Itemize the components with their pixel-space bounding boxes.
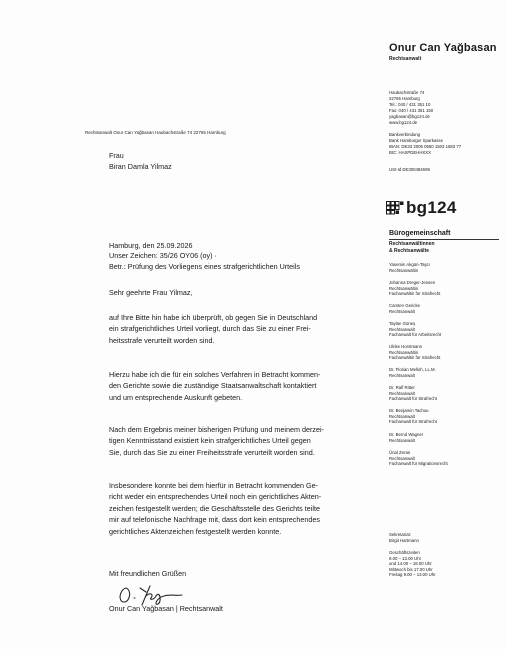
grid-logo-icon (386, 201, 404, 215)
member-role: Rechtsanwalt (389, 326, 415, 332)
member-entry (389, 385, 437, 402)
member-specialty: Fachanwältin für Strafrecht (389, 355, 441, 361)
paragraph-line: Insbesondere konnte bei dem hierfür in Betracht kommenden Ge- (109, 481, 318, 490)
member-name: Johanna Dreger-Jensen (389, 280, 436, 285)
business-hours (389, 550, 436, 578)
letter-reference: Unser Zeichen: 35/26 OY06 (oy) · (109, 251, 217, 261)
member-name: Carsten Gericke (389, 303, 421, 308)
member-entry (389, 321, 441, 338)
paragraph-line: tigen Kenntnisstand existiert kein strafgerichtliches Urteil gegen (109, 436, 311, 446)
recipient-salutation: Frau (109, 151, 124, 160)
sender-return-address: Rechtsanwalt Onur Can Yağbasan Haubachstraße 74 22765 Hamburg (85, 130, 226, 135)
office-community-subtitle (389, 241, 435, 254)
member-name: Dr. Florian Melloh, LL.M. (389, 367, 436, 372)
member-entry (389, 450, 448, 467)
member-name: Dr. Bernd Wagner (389, 432, 424, 437)
logo-text: bg124 (406, 198, 457, 217)
member-name: Yasemin Akgün-Taşcı (389, 262, 430, 267)
member-role: Rechtsanwalt (389, 413, 415, 419)
secretariat-name: Birgit Hartmann (389, 537, 419, 543)
lawyer-name: Onur Can Yağbasan (389, 42, 497, 54)
paragraph-2 (109, 369, 371, 403)
hours-line: Mittwoch bis 17.00 Uhr (389, 566, 433, 572)
bank-bic: BIC: HASPDEHHXXX (389, 150, 432, 155)
member-name: Taylan Güneş (389, 321, 416, 326)
paragraph-line: Hierzu habe ich die für ein solches Verfahren in Betracht kommen- (109, 370, 321, 379)
member-specialty: Fachanwalt für Migrationsrecht (389, 461, 448, 467)
paragraph-line: Sie, durch das Sie zu einer Freiheitsstrafe verurteilt worden sind. (109, 447, 315, 457)
member-role: Rechtsanwältin (389, 349, 419, 355)
contact-email: yagbasan@bg124.de (389, 114, 430, 119)
member-role: Rechtsanwalt (389, 455, 415, 461)
member-entry (389, 432, 423, 443)
member-specialty: Fachanwalt für Arbeitsrecht (389, 332, 442, 338)
contact-phone: Tel.: 040 / 431 351 10 (389, 102, 431, 107)
member-entry (389, 303, 420, 314)
subtitle-line: Rechtsanwältinnen (389, 241, 435, 247)
hours-line: und 14.00 – 18.00 Uhr (389, 561, 432, 567)
subtitle-line: & Rechtsanwälte (389, 247, 430, 254)
bank-name: Bank Hamburger Sparkasse (389, 138, 443, 143)
paragraph-1 (109, 312, 371, 346)
member-specialty: Fachanwalt für Strafrecht (389, 396, 438, 402)
member-entry (389, 344, 440, 361)
bank-iban: IBAN: DE33 2005 0550 1503 1683 77 (389, 144, 462, 149)
vat-id: USt-Id DE300484699 (389, 167, 430, 172)
member-role: Rechtsanwalt (389, 390, 415, 396)
member-name: Dr. Benjamin Tachou (389, 408, 429, 413)
paragraph-line: zeichen festgestellt werden; die Geschäftsstelle des Gerichts teilte (109, 503, 320, 513)
member-specialty: Fachanwältin für Strafrecht (389, 291, 441, 297)
member-entry (389, 280, 440, 297)
recipient-name: Biran Damla Yilmaz (109, 161, 172, 171)
member-specialty: Fachanwalt für Strafrecht (389, 419, 438, 425)
paragraph-line: heitsstrafe verurteilt worden sind. (109, 335, 215, 345)
member-role: Rechtsanwalt (389, 437, 415, 443)
letter-date: Hamburg, den 25.09.2026 (109, 241, 193, 250)
divider (389, 239, 499, 240)
paragraph-line: den Gerichte sowie die zuständige Staatsanwaltschaft kontaktiert (109, 381, 317, 391)
member-name: Dr. Ralf Ritter (389, 385, 415, 390)
letter-salutation: Sehr geehrte Frau Yilmaz, (109, 288, 193, 297)
secretariat-label: Sekretariat: (389, 532, 411, 537)
letter-closing: Mit freundlichen Grüßen (109, 569, 187, 578)
contact-website: www.bg124.de (389, 120, 418, 125)
paragraph-3 (109, 424, 371, 458)
member-role: Rechtsanwalt (389, 372, 415, 378)
member-role: Rechtsanwältin (389, 267, 419, 273)
hours-heading: Geschäftszeiten (389, 550, 420, 555)
contact-block (389, 90, 433, 126)
paragraph-4 (109, 480, 371, 537)
letter-subject: Betr.: Prüfung des Vorliegens eines strafgerichtlichen Urteils (109, 261, 300, 271)
contact-fax: Fax: 040 / 431 351 150 (389, 108, 434, 113)
paragraph-line: und um entsprechende Auskunft gebeten. (109, 392, 243, 402)
contact-city: 22765 Hamburg (389, 96, 420, 101)
member-role: Rechtsanwalt (389, 308, 415, 314)
secretariat-block (389, 532, 419, 543)
paragraph-line: richt weder ein entsprechendes Urteil noch ein gerichtliches Akten- (109, 492, 322, 502)
member-name: Ünal Zeran (389, 450, 411, 455)
hours-line: 9.00 – 13.00 Uhr (389, 555, 422, 561)
bank-block (389, 132, 461, 156)
paragraph-line: auf Ihre Bitte hin habe ich überprüft, ob gegen Sie in Deutschland (109, 313, 318, 322)
member-role: Rechtsanwältin (389, 285, 419, 291)
letter-meta (109, 241, 300, 272)
paragraph-line: gerichtliches Aktenzeichen festgestellt werden konnte. (109, 526, 282, 536)
bank-heading: Bankverbindung (389, 132, 421, 137)
bg124-logo (386, 197, 457, 219)
office-community-title: Bürogemeinschaft (389, 230, 451, 237)
paragraph-line: mir auf telefonische Nachfrage mit, dass dort kein entsprechendes (109, 515, 320, 525)
member-entry (389, 367, 436, 378)
hours-line: Freitag 9.00 – 13.00 Uhr (389, 572, 436, 578)
paragraph-line: ein strafgerichtliches Urteil vorliegt, durch das Sie zu einer Frei- (109, 324, 311, 334)
member-name: Ulrike Horstmann (389, 344, 423, 349)
member-entry (389, 262, 430, 273)
signer-name: Onur Can Yağbasan | Rechtsanwalt (109, 604, 223, 613)
recipient-address (109, 151, 172, 172)
contact-street: Haubachstraße 74 (389, 90, 425, 95)
paragraph-line: Nach dem Ergebnis meiner bisherigen Prüfung und meinem derzei- (109, 425, 324, 434)
lawyer-title: Rechtsanwalt (389, 56, 422, 62)
member-entry (389, 408, 437, 425)
